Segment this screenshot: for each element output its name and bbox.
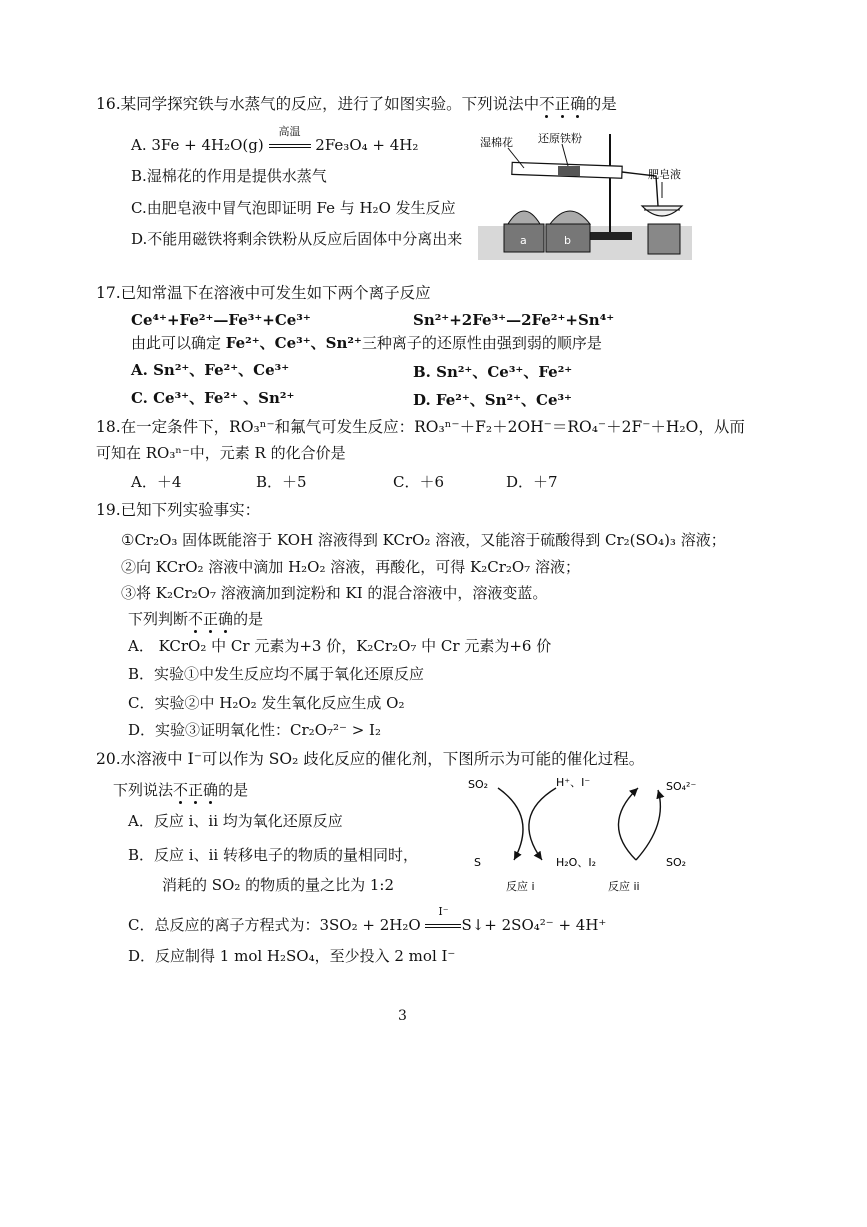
q19-option-b: B．实验①中发生反应均不属于氧化还原反应 xyxy=(128,665,425,683)
q19-stem: 19.已知下列实验事实： xyxy=(96,501,261,519)
q20-option-b-line1: B．反应 i、ii 转移电子的物质的量相同时， xyxy=(128,846,418,864)
q19-fact-2: ②向 KCrO₂ 溶液中滴加 H₂O₂ 溶液，再酸化，可得 K₂Cr₂O₇ 溶液； xyxy=(121,558,580,576)
label-h2o-i2: H₂O、I₂ xyxy=(556,856,596,869)
label-soap: 肥皂液 xyxy=(648,168,681,181)
q16-option-d: D.不能用磁铁将剩余铁粉从反应后固体中分离出来 xyxy=(131,230,463,248)
label-reaction-i: 反应 i xyxy=(506,880,535,893)
q18-option-c: C．＋6 xyxy=(393,473,445,491)
q16-option-c: C.由肥皂液中冒气泡即证明 Fe 与 H₂O 发生反应 xyxy=(131,199,456,217)
label-so2-bottom-right: SO₂ xyxy=(666,856,687,869)
label-iron: 还原铁粉 xyxy=(538,132,582,145)
label-so4: SO₄²⁻ xyxy=(666,780,697,793)
q18-option-b: B．＋5 xyxy=(256,473,307,491)
q17-option-b: B. Sn²⁺、Ce³⁺、Fe²⁺ xyxy=(413,363,573,381)
q17-line2: 由此可以确定 Fe²⁺、Ce³⁺、Sn²⁺三种离子的还原性由强到弱的顺序是 xyxy=(131,334,602,352)
q19-fact-1: ①Cr₂O₃ 固体既能溶于 KOH 溶液得到 KCrO₂ 溶液，又能溶于硫酸得到 Cr₂(SO₄)₃ 溶液； xyxy=(121,531,726,549)
q17-option-d: D. Fe²⁺、Sn²⁺、Ce³⁺ xyxy=(413,391,572,409)
q19-fact-3: ③将 K₂Cr₂O₇ 溶液滴加到淀粉和 KI 的混合溶液中，溶液变蓝。 xyxy=(121,584,548,602)
q17-eq1: Ce⁴⁺+Fe²⁺—Fe³⁺+Ce³⁺ xyxy=(131,311,311,329)
q20-option-a: A．反应 i、ii 均为氧化还原反应 xyxy=(128,812,343,830)
q16-option-b: B.湿棉花的作用是提供水蒸气 xyxy=(131,167,327,185)
q18-option-a: A．＋4 xyxy=(131,473,182,491)
label-b: b xyxy=(564,234,571,247)
q17-option-c: C. Ce³⁺、Fe²⁺ 、Sn²⁺ xyxy=(131,389,295,407)
page-number: 3 xyxy=(398,1008,407,1024)
q18-option-d: D．＋7 xyxy=(506,473,558,491)
label-reaction-ii: 反应 ii xyxy=(608,880,640,893)
q16-option-a: A. 3Fe + 4H₂O(g) 高温 2Fe₃O₄ + 4H₂ xyxy=(131,125,419,154)
q20-sub: 下列说法不正确的是 xyxy=(113,781,249,799)
q20-option-c: C．总反应的离子方程式为：3SO₂ + 2H₂O I⁻ S↓+ 2SO₄²⁻ + 4H⁺ xyxy=(128,905,607,934)
label-h-i: H⁺、I⁻ xyxy=(556,776,591,789)
q20-option-d: D．反应制得 1 mol H₂SO₄，至少投入 2 mol I⁻ xyxy=(128,947,456,965)
q19-option-d: D．实验③证明氧化性：Cr₂O₇²⁻ > I₂ xyxy=(128,721,381,739)
q17-option-a: A. Sn²⁺、Fe²⁺、Ce³⁺ xyxy=(131,361,290,379)
q16-apparatus-figure xyxy=(478,128,692,260)
label-so2-top-left: SO₂ xyxy=(468,778,489,791)
q18-line2: 可知在 RO₃ⁿ⁻中，元素 R 的化合价是 xyxy=(96,444,346,462)
q20-option-b-line2: 消耗的 SO₂ 的物质的量之比为 1:2 xyxy=(162,876,395,894)
q20-cycle-figure xyxy=(460,770,702,894)
q19-option-a: A． KCrO₂ 中 Cr 元素为+3 价，K₂Cr₂O₇ 中 Cr 元素为+6 价 xyxy=(128,637,552,655)
label-cotton: 湿棉花 xyxy=(480,136,513,149)
label-a: a xyxy=(520,234,527,247)
q17-stem: 17.已知常温下在溶液中可发生如下两个离子反应 xyxy=(96,284,431,302)
q19-option-c: C．实验②中 H₂O₂ 发生氧化反应生成 O₂ xyxy=(128,694,405,712)
q17-eq2: Sn²⁺+2Fe³⁺—2Fe²⁺+Sn⁴⁺ xyxy=(413,311,615,329)
q19-judge: 下列判断不正确的是 xyxy=(128,610,264,628)
q16-stem: 16.某同学探究铁与水蒸气的反应，进行了如图实验。下列说法中不正确的是 xyxy=(96,95,617,113)
label-s: S xyxy=(474,856,481,869)
q18-line1: 18.在一定条件下，RO₃ⁿ⁻和氟气可发生反应：RO₃ⁿ⁻＋F₂＋2OH⁻＝RO₄⁻＋2F⁻＋H₂O，从而 xyxy=(96,418,745,436)
q20-stem: 20.水溶液中 I⁻可以作为 SO₂ 歧化反应的催化剂，下图所示为可能的催化过程。 xyxy=(96,750,645,768)
